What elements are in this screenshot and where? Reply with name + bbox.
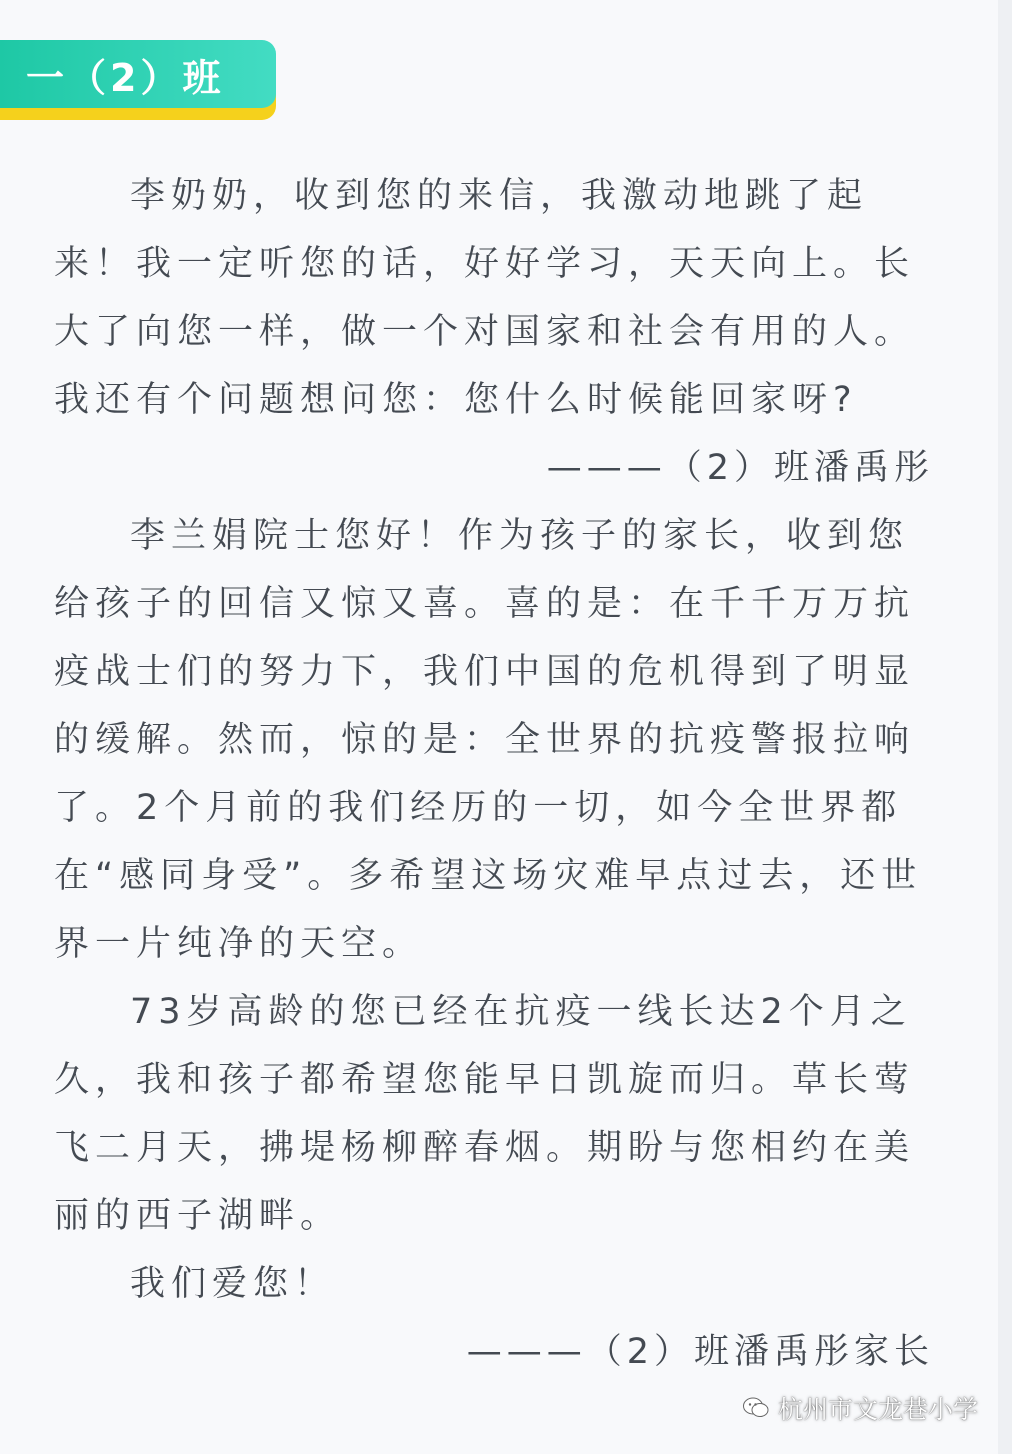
parent-signature: ———（2）班潘禹彤家长: [466, 1332, 934, 1372]
class-label: 一（2）班: [26, 55, 225, 100]
student-letter-body: 李奶奶，收到您的来信，我激动地跳了起来！我一定听您的话，好好学习，天天向上。长大了向您一样，做一个对国家和社会有用的人。我还有个问题想问您：您什么时候能回家呀?: [54, 176, 916, 420]
page-edge: [998, 0, 1012, 1454]
parent-letter-paragraph: 李兰娟院士您好！作为孩子的家长，收到您给孩子的回信又惊又喜。喜的是：在千千万万抗疫战士们的努力下，我们中国的危机得到了明显的缓解。然而，惊的是：全世界的抗疫警报拉响了。2个月前的我们经历的一切，如今全世界都在“感同身受”。多希望这场灾难早点过去，还世界一片纯净的天空。: [54, 516, 923, 964]
watermark: [742, 1390, 978, 1426]
parent-letter-paragraph: 73岁高龄的您已经在抗疫一线长达2个月之久，我和孩子都希望您能早日凯旋而归。草长莺飞二月天，拂堤杨柳醉春烟。期盼与您相约在美丽的西子湖畔。: [54, 992, 916, 1236]
student-signature: ———（2）班潘禹彤: [546, 448, 934, 488]
watermark-text: 杭州市文龙巷小学: [777, 1395, 978, 1424]
wechat-icon: [742, 1396, 770, 1420]
letter-content: [54, 162, 934, 1386]
parent-letter-closing: 我们爱您！: [130, 1264, 336, 1304]
badge-main: [0, 40, 276, 108]
class-badge: [0, 40, 278, 120]
